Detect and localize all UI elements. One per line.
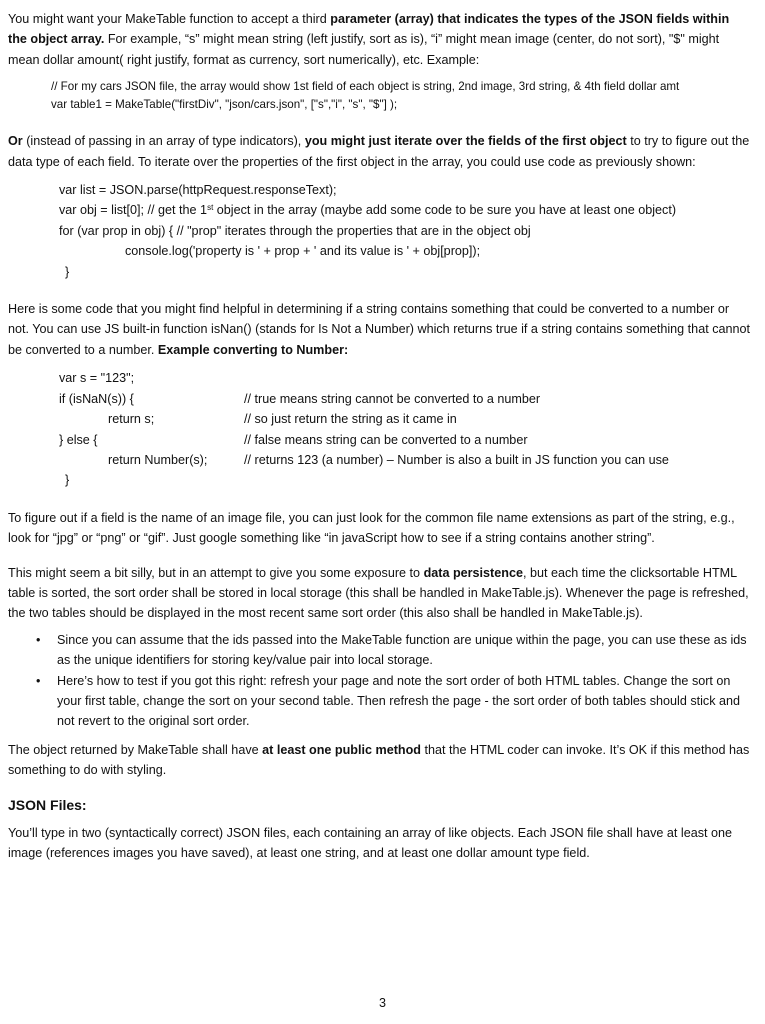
paragraph-type-array: You might want your MakeTable function to accept a third parameter (array) that indicates the types of the JSON fields within the object array. For example, “s” might mean string (left justify, sort as is), “i” might mean image (center, do not sort), "$" might mean dollar amount( right justify, format as currency, sort numerically), etc. Example: — [8, 12, 730, 67]
bullet-icon: • — [36, 673, 41, 688]
section-heading: JSON Files: — [8, 796, 87, 813]
code-line: return s; // so just return the string as it came in — [59, 409, 751, 429]
paragraph-image-extensions: To figure out if a field is the name of an image file, you can just look for the common file name extensions as part of the string, e.g., look for “jpg” or “png” or “gif”. Just google something like “in javaScript how to see if a string contains another string”. — [8, 510, 735, 546]
bold-phrase: Example converting to Number: — [157, 342, 349, 357]
bold-phrase: within the object array. — [8, 12, 730, 47]
code-line: var list = JSON.parse(httpRequest.responseText); — [59, 183, 337, 198]
bold-phrase: Or — [8, 134, 23, 149]
list-item: • Here’s how to test if you got this right: refresh your page and note the sort order of both HTML tables. Change the sort on your first table, change the sort on your second table. Then refresh the page - the sort order of both tables should stick and not revert to the original sort order. — [57, 671, 751, 732]
bold-phrase: at least one public method — [262, 742, 421, 757]
list-item: • Since you can assume that the ids passed into the MakeTable function are unique within the page, you can use these as ids as the unique identifiers for storing key/value pair into local storage. — [57, 630, 751, 671]
code-example-iterate — [8, 180, 751, 282]
paragraph-iterate-fields: Or (instead of passing in an array of type indicators), you might just iterate over the fields of the first object to try to figure out the data type of each field. To iterate over the properties of the first object in the array, you could use code as previously shown: — [8, 134, 750, 169]
code-line: } — [65, 473, 70, 488]
code-line: } else { // false means string can be converted to a number — [59, 430, 751, 450]
code-line: console.log('property is ' + prop + ' and its value is ' + obj[prop]); — [125, 244, 481, 259]
paragraph-data-persistence: This might seem a bit silly, but in an attempt to give you some exposure to data persistence, but each time the clicksortable HTML table is sorted, the sort order shall be stored in local storage (this shall be handled in MakeTable.js). Whenever the page is refreshed, the two tables should be displayed in the most recent same sort order (this also shall be handled in MakeTable.js). — [8, 565, 749, 621]
code-line: if (isNaN(s)) { // true means string cannot be converted to a number — [59, 389, 751, 409]
code-line: var table1 = MakeTable("firstDiv", "json/cars.json", ["s","i", "s", "$"] ); — [51, 98, 398, 112]
bold-phrase: data persistence — [423, 565, 523, 580]
code-example-number — [8, 368, 751, 490]
paragraph-isnan: Here is some code that you might find helpful in determining if a string contains something that could be converted to a number or not. You can use JS built-in function isNan() (stands for Is Not a Number) which returns true if a string contains something that cannot be converted to a number. Example converting to Number: — [8, 302, 751, 357]
paragraph-public-method: The object returned by MakeTable shall have at least one public method that the HTML coder can invoke. It’s OK if this method has something to do with styling. — [8, 742, 750, 778]
code-comment: // false means string can be converted to a number — [244, 432, 528, 447]
page-number: 3 — [378, 996, 386, 1010]
paragraph-json-files: You’ll type in two (syntactically correct) JSON files, each containing an array of like objects. Each JSON file shall have at least one image (references images you have saved), at least one string, and at least one dollar amount type field. — [8, 826, 733, 861]
code-line: for (var prop in obj) { // "prop" iterates through the properties that are in the object obj — [59, 223, 531, 238]
bold-phrase: you might just iterate over the fields of the first object — [304, 134, 627, 149]
bullet-list — [8, 630, 751, 732]
code-line: var s = "123"; — [59, 371, 135, 386]
bullet-icon: • — [36, 632, 41, 647]
code-line: var obj = list[0]; // get the 1st object in the array (maybe add some code to be sure you have at least one object) — [59, 203, 677, 218]
code-example-maketable — [8, 78, 751, 114]
code-comment: // true means string cannot be converted to a number — [244, 391, 541, 406]
code-comment: // returns 123 (a number) – Number is also a built in JS function you can use — [244, 452, 669, 467]
bold-phrase: parameter (array) that indicates the types of the JSON fields — [330, 12, 690, 26]
code-comment: // so just return the string as it came in — [244, 412, 457, 427]
code-comment: // For my cars JSON file, the array would show 1st field of each object is string, 2nd image, 3rd string, & 4th field dollar amt — [51, 80, 680, 94]
code-line: return Number(s); // returns 123 (a number) – Number is also a built in JS function you can use — [59, 450, 751, 470]
code-line: } — [65, 264, 70, 279]
